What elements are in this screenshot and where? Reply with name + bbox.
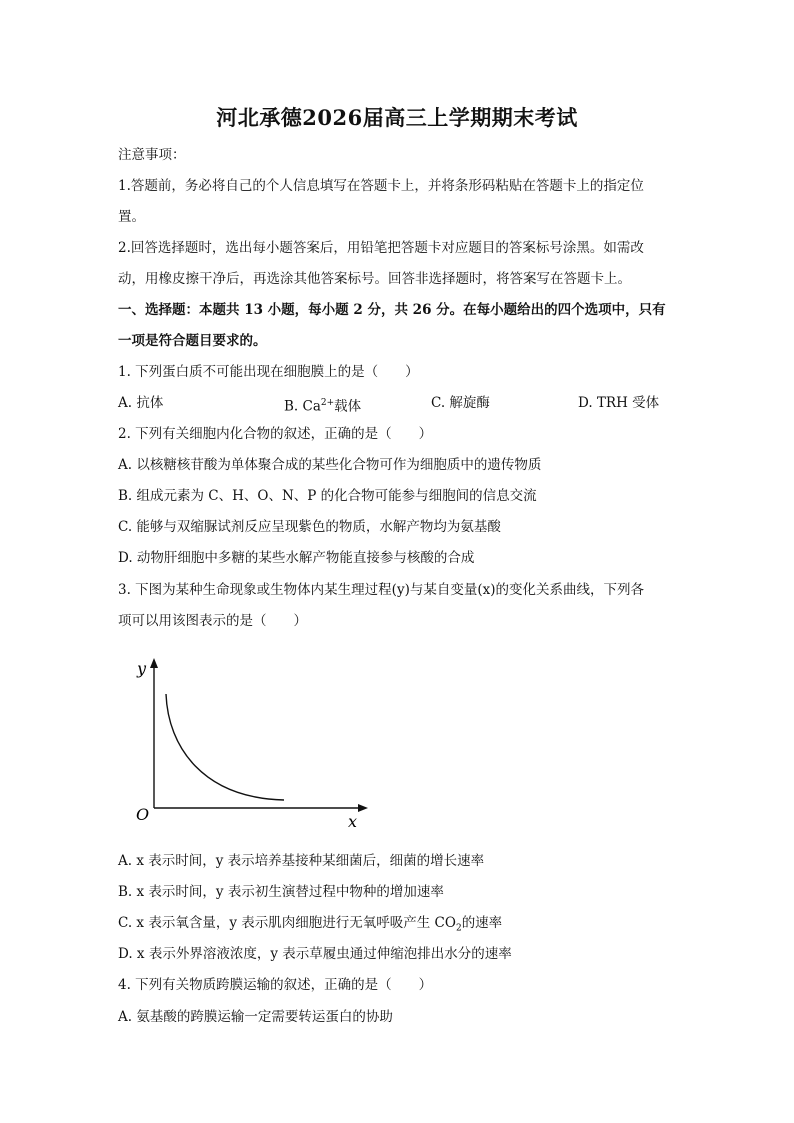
section1-heading-line2: 一项是符合题目要求的。 xyxy=(118,333,267,349)
option-b-text-suffix: 载体 xyxy=(334,398,362,415)
question-3-option-c xyxy=(118,913,502,939)
exam-title: 河北承德2026届高三上学期期末考试 xyxy=(216,105,578,130)
question-1-option-d: D. TRH 受体 xyxy=(578,395,660,411)
question-1-option-a: A. 抗体 xyxy=(118,395,164,411)
question-3-stem-line2: 项可以用该图表示的是（ ） xyxy=(118,613,307,629)
question-2-option-c: C. 能够与双缩脲试剂反应呈现紫色的物质，水解产物均为氨基酸 xyxy=(118,519,501,535)
question-2-option-d: D. 动物肝细胞中多糖的某些水解产物能直接参与核酸的合成 xyxy=(118,550,475,566)
option-c-subscript: 2 xyxy=(455,923,462,934)
x-axis-label: x xyxy=(348,812,358,831)
option-c-text-suffix: 的速率 xyxy=(461,915,503,931)
notice-item2-line1: 2.回答选择题时，选出每小题答案后，用铅笔把答题卡对应题目的答案标号涂黑。如需改 xyxy=(118,240,644,256)
y-axis-label: y xyxy=(137,659,147,678)
option-b-superscript: 2+ xyxy=(320,398,335,408)
notice-item1-line1: 1.答题前，务必将自己的个人信息填写在答题卡上，并将条形码粘贴在答题卡上的指定位 xyxy=(118,178,644,194)
decreasing-curve xyxy=(166,694,284,800)
question-3-option-b: B. x 表示时间，y 表示初生演替过程中物种的增加速率 xyxy=(118,884,444,900)
option-c-text: C. x 表示氧含量，y 表示肌肉细胞进行无氧呼吸产生 CO xyxy=(118,915,456,931)
question-1-stem: 1. 下列蛋白质不可能出现在细胞膜上的是（ ） xyxy=(118,364,419,380)
question-3-option-d: D. x 表示外界溶液浓度，y 表示草履虫通过伸缩泡排出水分的速率 xyxy=(118,946,512,962)
question-4-option-a: A. 氨基酸的跨膜运输一定需要转运蛋白的协助 xyxy=(118,1009,393,1025)
notice-heading: 注意事项： xyxy=(118,147,186,163)
y-axis-arrow xyxy=(150,658,158,668)
option-b-text: B. Ca xyxy=(284,398,321,415)
notice-item2-line2: 动，用橡皮擦干净后，再选涂其他答案标号。回答非选择题时，将答案写在答题卡上。 xyxy=(118,271,631,287)
x-axis-arrow xyxy=(358,804,368,812)
question-3-stem-line1: 3. 下图为某种生命现象或生物体内某生理过程(y)与某自变量(x)的变化关系曲线，下列各 xyxy=(118,582,644,598)
notice-item1-line2: 置。 xyxy=(118,209,145,225)
section1-heading-line1: 一、选择题：本题共 13 小题，每小题 2 分，共 26 分。在每小题给出的四个选项中，只有 xyxy=(118,302,666,318)
origin-label: O xyxy=(136,805,150,824)
question-1-option-c: C. 解旋酶 xyxy=(431,395,490,411)
question-2-option-b: B. 组成元素为 C、H、O、N、P 的化合物可能参与细胞间的信息交流 xyxy=(118,488,537,504)
question-4-stem: 4. 下列有关物质跨膜运输的叙述，正确的是（ ） xyxy=(118,977,433,993)
question-2-stem: 2. 下列有关细胞内化合物的叙述，正确的是（ ） xyxy=(118,426,433,442)
question-3-option-a: A. x 表示时间，y 表示培养基接种某细菌后，细菌的增长速率 xyxy=(118,853,485,869)
question-2-option-a: A. 以核糖核苷酸为单体聚合成的某些化合物可作为细胞质中的遗传物质 xyxy=(118,457,542,473)
question-1-option-b xyxy=(284,393,361,417)
question-3-curve-figure xyxy=(128,652,378,832)
